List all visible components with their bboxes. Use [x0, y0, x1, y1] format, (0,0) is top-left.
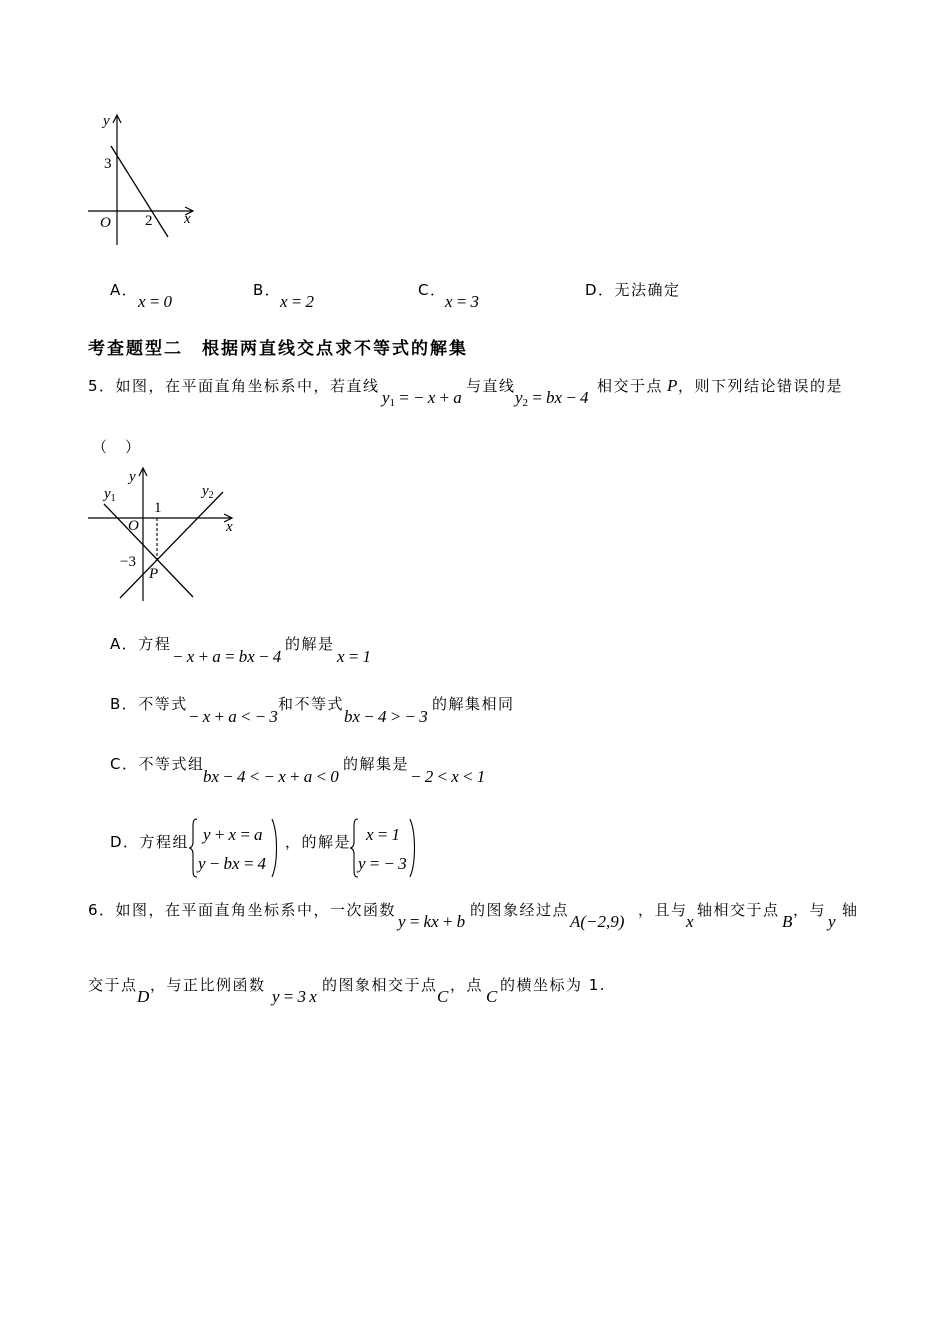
q5-option-d-solution-x: x = 1	[366, 825, 401, 844]
q5-y-tick-label: −3	[120, 554, 136, 570]
q4-y-axis-label: y	[103, 113, 110, 129]
q6-line1-text-6: 轴	[842, 901, 859, 919]
q5-option-d-system-right-paren	[271, 818, 279, 878]
q5-x-tick-label: 1	[154, 500, 162, 516]
q6-linear-function: y = kx + b	[398, 912, 466, 931]
q6-point-b: B	[782, 912, 793, 931]
q5-graph	[85, 463, 245, 608]
q5-option-c-label: C．不等式组	[110, 755, 205, 773]
q6-line1-text-5: ，与	[793, 901, 827, 919]
q5-option-d-system-eq2: y − bx = 4	[198, 854, 267, 873]
q5-option-a-mid: 的解是	[285, 635, 335, 653]
q5-option-c-result: − 2 < x < 1	[410, 767, 486, 786]
section-heading: 考查题型二 根据两直线交点求不等式的解集	[88, 339, 468, 359]
q4-function-line	[111, 146, 168, 237]
q5-line-y2-label	[200, 483, 214, 501]
q5-option-b-expr: − x + a < − 3	[188, 707, 278, 726]
q5-stem-point: P	[667, 376, 678, 395]
q5-equation-y1	[382, 388, 462, 408]
q6-point-c: C	[437, 987, 449, 1006]
q5-equation-y2-sub: 2	[522, 397, 529, 409]
q5-origin-label: O	[128, 518, 139, 534]
q6-point-c-again: C	[486, 987, 498, 1006]
q4-x-axis-label: x	[184, 211, 191, 227]
q6-proportional-function: y = 3 x	[272, 987, 317, 1006]
q5-line-y2-label-sub: 2	[208, 490, 214, 501]
q5-point-label: P	[149, 566, 159, 582]
q5-option-a-expr: − x + a = bx − 4	[172, 647, 282, 666]
q5-option-b-mid: 和不等式	[278, 695, 345, 713]
q6-x-axis-var: x	[686, 912, 694, 931]
left-brace-shape	[350, 819, 358, 877]
q6-line2-text-3: 的图象相交于点	[322, 976, 438, 994]
q5-option-d-system-left-brace	[188, 818, 198, 878]
q5-option-a-result: x = 1	[337, 647, 372, 666]
q5-line-y1-label-sub: 1	[110, 493, 116, 504]
q4-option-d: D．无法确定	[585, 281, 681, 299]
q5-option-b-expr2: bx − 4 > − 3	[344, 707, 428, 726]
q5-option-b-tail: 的解集相同	[432, 695, 515, 713]
q6-line2-text-5: 的横坐标为 1.	[500, 976, 607, 994]
q5-option-d-label: D．方程组	[110, 833, 190, 851]
right-paren-shape	[410, 819, 415, 877]
q4-option-c-letter: C．	[418, 281, 447, 299]
q6-y-axis-var: y	[828, 912, 836, 931]
q6-line2-text-4: ，点	[450, 976, 484, 994]
q5-stem-part-4: ，则下列结论错误的是	[678, 377, 844, 395]
q5-equation-y2-rest: = bx − 4	[528, 388, 589, 407]
q6-line1-text-1: 6．如图，在平面直角坐标系中，一次函数	[88, 901, 397, 919]
q4-option-a-value: x = 0	[138, 292, 173, 311]
q4-graph	[85, 110, 200, 250]
q5-stem-part-3: 相交于点	[597, 377, 664, 395]
q4-x-intercept-label: 2	[145, 213, 153, 229]
q4-origin-label: O	[100, 215, 111, 231]
q4-option-b-letter: B．	[253, 281, 282, 299]
q6-line2-text-1: 交于点	[88, 976, 138, 994]
q5-line-y2	[120, 492, 223, 598]
left-brace-shape	[189, 819, 197, 877]
q5-stem-part-2: 与直线	[466, 377, 516, 395]
q4-option-a-letter: A．	[110, 281, 139, 299]
q5-equation-y1-sub: 1	[389, 397, 396, 409]
q5-option-d-solution-right-paren	[409, 818, 417, 878]
q4-option-c-value: x = 3	[445, 292, 480, 311]
q6-line1-text-3: ，且与	[638, 901, 688, 919]
q5-option-c-expr: bx − 4 < − x + a < 0	[203, 767, 339, 786]
q5-option-d-system-eq1: y + x = a	[203, 825, 263, 844]
q5-y-axis-label: y	[129, 469, 136, 485]
q5-answer-blank: （ ）	[92, 438, 142, 456]
q5-equation-y2-base: y	[515, 388, 523, 407]
q5-option-b-label: B．不等式	[110, 695, 188, 713]
q6-line1-text-4: 轴相交于点	[697, 901, 780, 919]
q5-equation-y2	[515, 388, 589, 408]
q5-stem-part-1: 5．如图，在平面直角坐标系中，若直线	[88, 377, 380, 395]
q6-line1-text-2: 的图象经过点	[470, 901, 570, 919]
q4-option-b-value: x = 2	[280, 292, 315, 311]
q5-option-c-mid: 的解集是	[343, 755, 410, 773]
q6-line2-text-2: ，与正比例函数	[150, 976, 266, 994]
q5-option-a-label: A．方程	[110, 635, 172, 653]
q5-line-y2-label-base: y	[202, 483, 209, 499]
right-paren-shape	[272, 819, 277, 877]
q5-line-y1-label	[102, 486, 116, 504]
q5-equation-y1-base: y	[382, 388, 390, 407]
q5-option-d-solution-y: y = − 3	[358, 854, 407, 873]
q5-option-d-mid: ，的解是	[285, 833, 352, 851]
q5-equation-y1-rest: = − x + a	[395, 388, 462, 407]
q5-x-axis-label: x	[226, 519, 233, 535]
q5-line-y1-label-base: y	[104, 486, 111, 502]
q6-point-a: A(−2,9)	[570, 912, 625, 931]
q6-point-d: D	[137, 987, 150, 1006]
q4-y-intercept-label: 3	[104, 156, 112, 172]
